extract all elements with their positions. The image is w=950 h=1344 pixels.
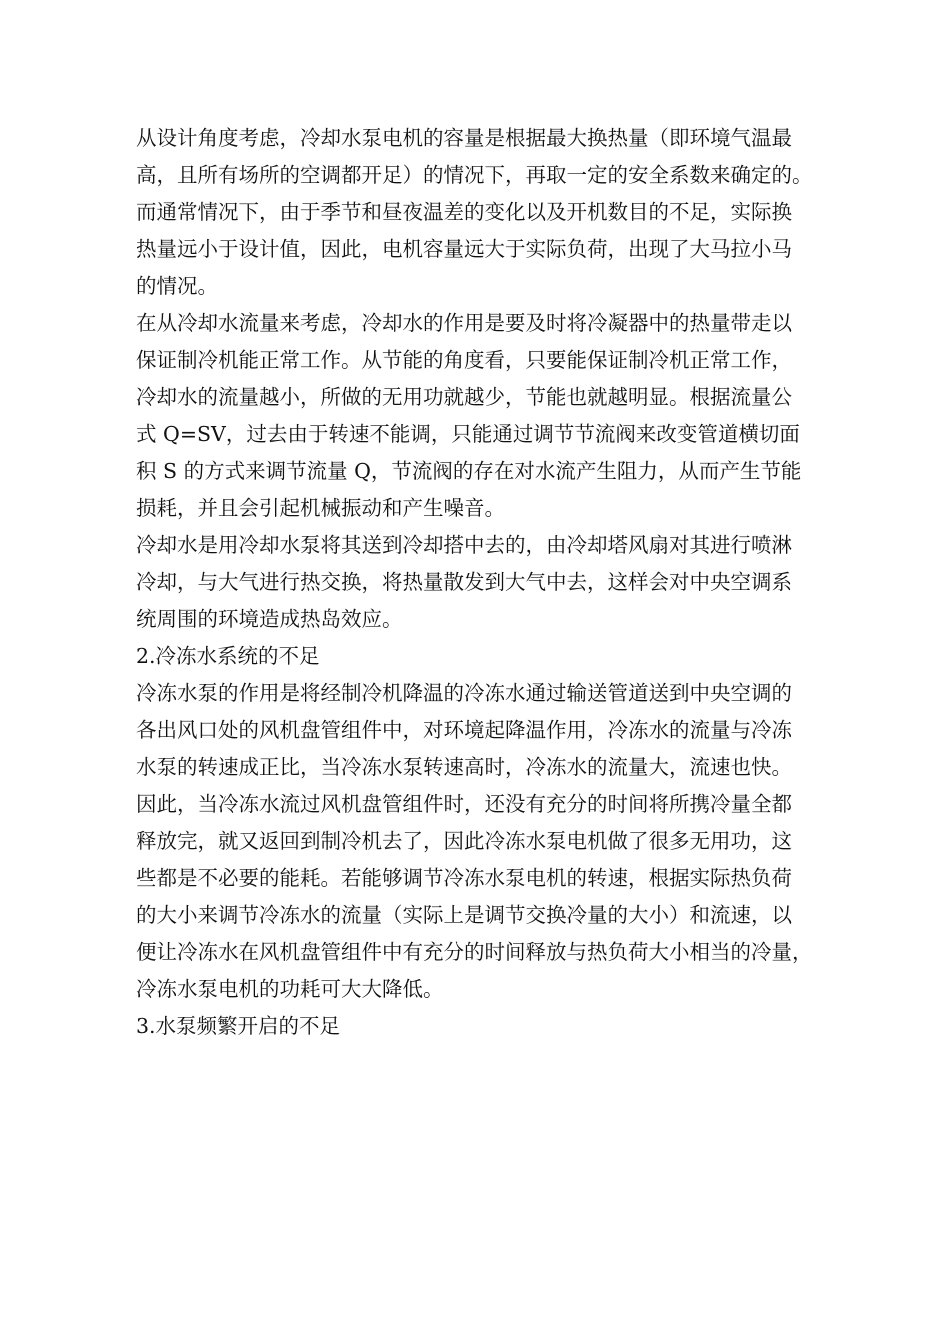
section-heading-2: 2.冷冻水系统的不足 — [136, 644, 320, 668]
text-line: 冷却水是用冷却水泵将其送到冷却搭中去的，由冷却塔风扇对其进行喷淋 — [136, 533, 792, 557]
text-line: 冷冻水泵电机的功耗可大大降低。 — [136, 977, 444, 1001]
text-line: 在从冷却水流量来考虑，冷却水的作用是要及时将冷凝器中的热量带走以 — [136, 311, 792, 335]
text-line: 冷冻水泵的作用是将经制冷机降温的冷冻水通过输送管道送到中央空调的 — [136, 681, 792, 705]
text-line: 水泵的转速成正比，当冷冻水泵转速高时，冷冻水的流量大，流速也快。 — [136, 755, 792, 779]
text-line: 的大小来调节冷冻水的流量（实际上是调节交换冷量的大小）和流速，以 — [136, 903, 792, 927]
text-line: 式 Q=SV，过去由于转速不能调，只能通过调节节流阀来改变管道横切面 — [136, 422, 800, 446]
text-line: 释放完，就又返回到制冷机去了，因此冷冻水泵电机做了很多无用功，这 — [136, 829, 792, 853]
text-line: 各出风口处的风机盘管组件中，对环境起降温作用，冷冻水的流量与冷冻 — [136, 718, 792, 742]
text-line: 冷却水的流量越小，所做的无用功就越少，节能也就越明显。根据流量公 — [136, 385, 792, 409]
text-line: 保证制冷机能正常工作。从节能的角度看，只要能保证制冷机正常工作， — [136, 348, 792, 372]
text-line: 积 S 的方式来调节流量 Q，节流阀的存在对水流产生阻力，从而产生节能 — [136, 459, 802, 483]
text-line: 而通常情况下，由于季节和昼夜温差的变化以及开机数目的不足，实际换 — [136, 200, 792, 224]
section-heading-3: 3.水泵频繁开启的不足 — [136, 1014, 341, 1038]
text-line: 损耗，并且会引起机械振动和产生噪音。 — [136, 496, 505, 520]
text-line: 些都是不必要的能耗。若能够调节冷冻水泵电机的转速，根据实际热负荷 — [136, 866, 792, 890]
body-text — [136, 120, 840, 1045]
text-line: 统周围的环境造成热岛效应。 — [136, 607, 403, 631]
text-line: 冷却，与大气进行热交换，将热量散发到大气中去，这样会对中央空调系 — [136, 570, 792, 594]
text-line: 因此，当冷冻水流过风机盘管组件时，还没有充分的时间将所携冷量全都 — [136, 792, 792, 816]
text-line: 的情况。 — [136, 274, 218, 298]
text-line: 高，且所有场所的空调都开足）的情况下，再取一定的安全系数来确定的。 — [136, 163, 813, 187]
text-line: 从设计角度考虑，冷却水泵电机的容量是根据最大换热量（即环境气温最 — [136, 126, 792, 150]
text-line: 热量远小于设计值，因此，电机容量远大于实际负荷，出现了大马拉小马 — [136, 237, 792, 261]
text-line: 便让冷冻水在风机盘管组件中有充分的时间释放与热负荷大小相当的冷量， — [136, 940, 813, 964]
